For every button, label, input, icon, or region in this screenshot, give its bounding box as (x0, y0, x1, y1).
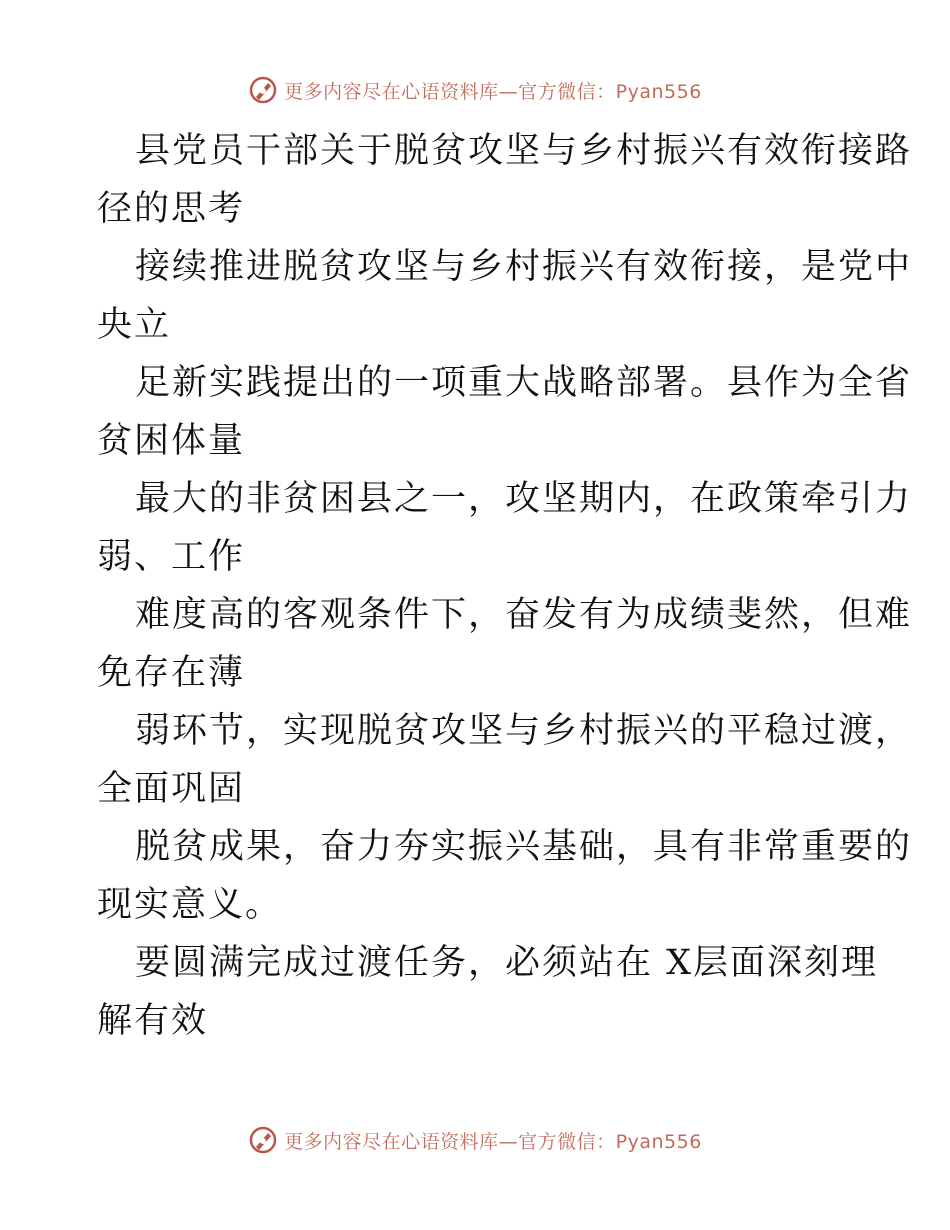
paragraph-6 (97, 702, 913, 818)
paragraph-1 (97, 122, 913, 238)
header-banner (0, 70, 950, 110)
paragraph-line: 现实意义。 (97, 885, 283, 925)
paragraph-line: 解有效 (97, 1001, 209, 1041)
header-banner-text: 更多内容尽在心语资料库—官方微信：Pyan556 (284, 80, 702, 103)
paragraph-line: 县党员干部关于脱贫攻坚与乡村振兴有效衔接路 (135, 131, 913, 171)
paragraph-line: 接续推进脱贫攻坚与乡村振兴有效衔接，是党中 (135, 247, 913, 287)
footer-banner (0, 1120, 950, 1160)
paragraph-line: 要圆满完成过渡任务，必须站在 X层面深刻理 (135, 943, 879, 983)
paragraph-line: 免存在薄 (97, 653, 246, 693)
paragraph-5 (97, 586, 913, 702)
document-body (97, 122, 913, 1050)
paragraph-line: 弱环节，实现脱贫攻坚与乡村振兴的平稳过渡， (135, 711, 913, 751)
paragraph-4 (97, 470, 913, 586)
paragraph-line: 足新实践提出的一项重大战略部署。县作为全省 (135, 363, 913, 403)
paragraph-line: 弱、工作 (97, 537, 246, 577)
paragraph-line: 脱贫成果，奋力夯实振兴基础，具有非常重要的 (135, 827, 913, 867)
paragraph-line: 最大的非贫困县之一，攻坚期内，在政策牵引力 (135, 479, 913, 519)
pen-logo-icon (248, 1125, 278, 1155)
paragraph-2 (97, 238, 913, 354)
paragraph-line: 贫困体量 (97, 421, 246, 461)
paragraph-line: 难度高的客观条件下，奋发有为成绩斐然，但难 (135, 595, 913, 635)
paragraph-line: 全面巩固 (97, 769, 246, 809)
footer-banner-text: 更多内容尽在心语资料库—官方微信：Pyan556 (284, 1130, 702, 1153)
paragraph-7 (97, 818, 913, 934)
paragraph-3 (97, 354, 913, 470)
paragraph-line: 径的思考 (97, 189, 246, 229)
pen-logo-icon (248, 75, 278, 105)
paragraph-line: 央立 (97, 305, 172, 345)
paragraph-8 (97, 934, 879, 1050)
